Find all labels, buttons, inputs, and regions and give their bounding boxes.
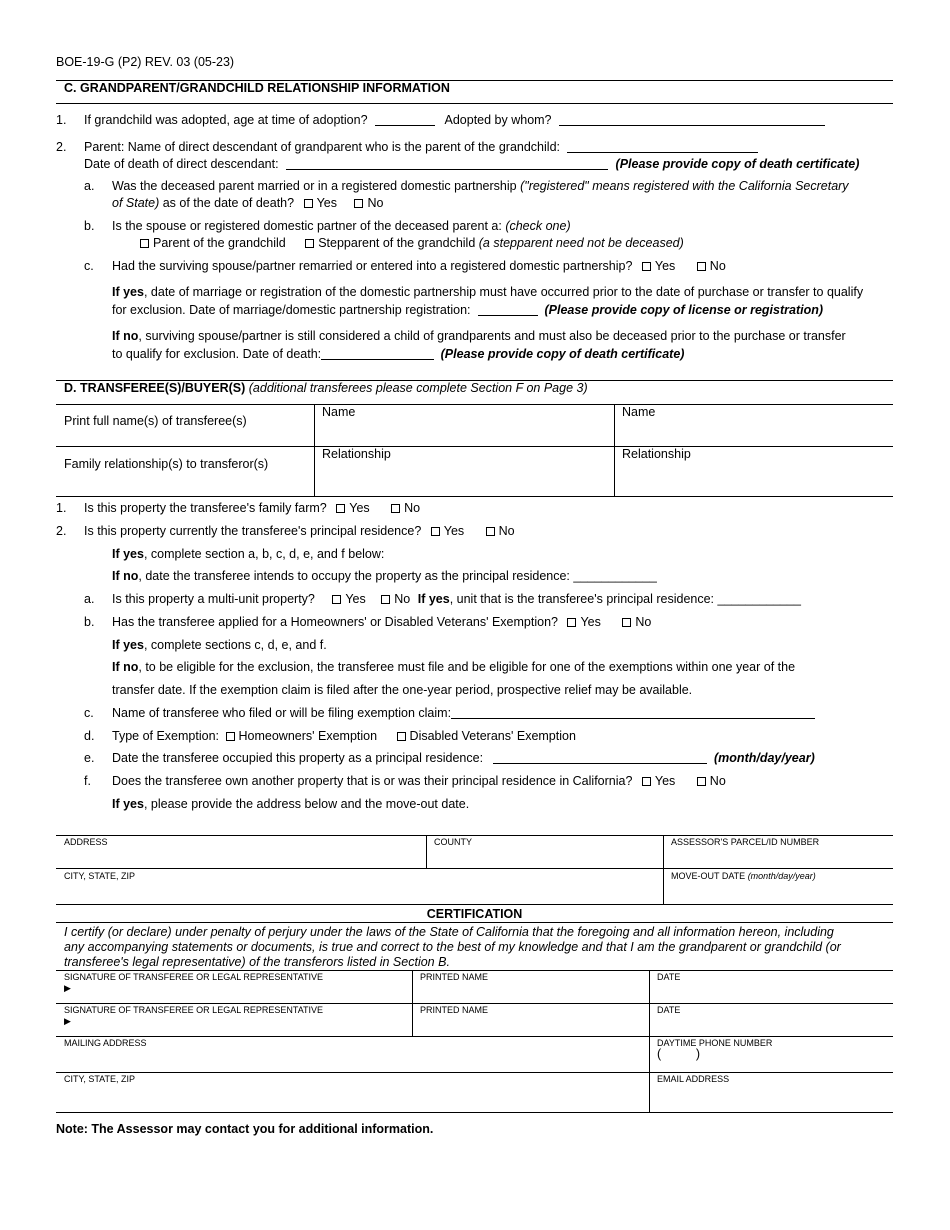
- q1-adoption-row: [84, 113, 825, 128]
- residence-yes-checkbox[interactable]: [431, 527, 440, 536]
- divider: [426, 835, 427, 868]
- db-ifyes-row: [112, 638, 327, 653]
- q1-number: 1.: [56, 113, 67, 127]
- ifyes-label: If yes: [112, 285, 144, 299]
- apn-label: ASSESSOR'S PARCEL/ID NUMBER: [671, 837, 820, 847]
- qc-yes-checkbox[interactable]: [642, 262, 651, 271]
- df-ifyes-row: [112, 797, 469, 812]
- qa-no-label: No: [367, 196, 384, 210]
- ifno-label: If no: [112, 329, 139, 343]
- d2-ifno-label: If no: [112, 569, 139, 583]
- db-text: Has the transferee applied for a Homeowners' or Disabled Veterans' Exemption?: [112, 615, 558, 629]
- cert-text-2: any accompanying statements or documents, is true and correct to the best of my knowledge and that I am the grandparent or grandchild (or: [64, 940, 841, 954]
- d2-ifno-row: [112, 569, 657, 584]
- db-letter: b.: [84, 615, 95, 629]
- certification-title: CERTIFICATION: [426, 907, 523, 921]
- ifno-text: , surviving spouse/partner is still considered a child of grandparents and must also be deceased prior to the purchase or transfer: [138, 329, 846, 343]
- divider: [56, 404, 893, 405]
- da-row: [112, 592, 801, 607]
- q2-label: Parent: Name of direct descendant of grandparent who is the parent of the grandchild:: [84, 140, 560, 154]
- divider: [614, 404, 615, 496]
- exemption-yes-checkbox[interactable]: [567, 618, 576, 627]
- exemption-claimant-field[interactable]: [451, 706, 815, 719]
- db-row: [112, 615, 651, 630]
- dod-field[interactable]: [286, 157, 608, 170]
- da-ifyes-text: , unit that is the transferee's principal residence: ____________: [449, 592, 801, 606]
- df-row: [112, 774, 726, 789]
- divider: [56, 496, 893, 497]
- db-ifno-label: If no: [112, 660, 139, 674]
- residence-yes-label: Yes: [443, 524, 465, 538]
- city-state-zip-field[interactable]: [60, 883, 659, 903]
- signature-2-label: SIGNATURE OF TRANSFEREE OR LEGAL REPRESENTATIVE: [64, 1005, 324, 1015]
- stepparent-label: Stepparent of the grandchild: [318, 236, 476, 250]
- q2-parent-row: [84, 140, 758, 155]
- qa-yes-checkbox[interactable]: [304, 199, 313, 208]
- moveout-label: MOVE-OUT DATE: [671, 871, 746, 881]
- divider: [649, 970, 650, 1112]
- dc-text: Name of transferee who filed or will be filing exemption claim:: [112, 706, 452, 720]
- signature-1-field[interactable]: [74, 982, 408, 1002]
- adopted-by-field[interactable]: [559, 113, 825, 126]
- signature-1-label: SIGNATURE OF TRANSFEREE OR LEGAL REPRESENTATIVE: [64, 972, 324, 982]
- moveout-date-field[interactable]: [667, 883, 889, 903]
- d2-ifno-text: , date the transferee intends to occupy the property as the principal residence: ____________: [138, 569, 657, 583]
- da-ifyes-label: If yes: [417, 592, 450, 606]
- farm-no-checkbox[interactable]: [391, 504, 400, 513]
- parent-label: Parent of the grandchild: [153, 236, 286, 250]
- db-ifno-text: , to be eligible for the exclusion, the transferee must file and be eligible for one of the exemptions within one year of the: [138, 660, 796, 674]
- exemption-no-checkbox[interactable]: [622, 618, 631, 627]
- divider: [314, 404, 315, 496]
- name-1-label: Name: [322, 405, 356, 419]
- q2-number: 2.: [56, 140, 67, 154]
- disabled-veterans-label: Disabled Veterans' Exemption: [409, 729, 576, 743]
- cert-text-3: transferee's legal representative) of the transferors listed in Section B.: [64, 955, 450, 969]
- section-d-note: (additional transferees please complete Section F on Page 3): [248, 381, 588, 395]
- form-id: BOE-19-G (P2) REV. 03 (05-23): [56, 55, 235, 69]
- dod-label: Date of death of direct descendant:: [84, 157, 279, 171]
- address-label: ADDRESS: [64, 837, 108, 847]
- marriage-date-field[interactable]: [478, 303, 538, 316]
- relationship-2-label: Relationship: [622, 447, 691, 461]
- qa-italic: ("registered" means registered with the California Secretary: [520, 179, 849, 193]
- multiunit-no-label: No: [394, 592, 411, 606]
- other-property-no-checkbox[interactable]: [697, 777, 706, 786]
- qb-letter: b.: [84, 219, 95, 233]
- date-2-field[interactable]: [653, 1015, 889, 1035]
- ifyes-row1: [112, 285, 863, 300]
- mailing-csz-field[interactable]: [60, 1086, 645, 1110]
- farm-yes-label: Yes: [349, 501, 370, 515]
- residence-no-label: No: [498, 524, 515, 538]
- multiunit-yes-checkbox[interactable]: [332, 595, 341, 604]
- relationship-1-field[interactable]: [318, 463, 610, 493]
- email-label: EMAIL ADDRESS: [657, 1074, 730, 1084]
- qc-row: [112, 259, 726, 274]
- farm-no-label: No: [404, 501, 421, 515]
- d2-text: Is this property currently the transferee's principal residence?: [84, 524, 422, 538]
- divider: [56, 922, 893, 923]
- phone-field[interactable]: [653, 1047, 889, 1071]
- month-day-year-note: (month/day/year): [714, 751, 815, 765]
- parent-checkbox[interactable]: [140, 239, 149, 248]
- printed-name-2-label: PRINTED NAME: [420, 1005, 489, 1015]
- email-field[interactable]: [653, 1086, 889, 1110]
- d1-number: 1.: [56, 501, 67, 515]
- db-ifno-row: [112, 660, 795, 675]
- county-field[interactable]: [430, 849, 659, 867]
- multiunit-no-checkbox[interactable]: [381, 595, 390, 604]
- multiunit-yes-label: Yes: [345, 592, 366, 606]
- qc-letter: c.: [84, 259, 94, 273]
- qc-no-label: No: [709, 259, 726, 273]
- homeowners-label: Homeowners' Exemption: [238, 729, 378, 743]
- homeowners-checkbox[interactable]: [226, 732, 235, 741]
- divider: [56, 1072, 893, 1073]
- divider: [56, 904, 893, 905]
- qc-text: Had the surviving spouse/partner remarried or entered into a registered domestic partnership?: [112, 259, 633, 273]
- apn-field[interactable]: [667, 849, 889, 867]
- name-2-field[interactable]: [618, 420, 890, 444]
- moveout-row: [671, 869, 816, 884]
- license-note: (Please provide copy of license or registration): [544, 303, 824, 317]
- other-property-yes-checkbox[interactable]: [642, 777, 651, 786]
- db-ifyes-label: If yes: [112, 638, 144, 652]
- spouse-dod-field[interactable]: [321, 347, 434, 360]
- ifyes-text: , date of marriage or registration of the domestic partnership must have occurred prior to the date of purchase or transfer to qualify: [143, 285, 864, 299]
- mailing-csz-label: CITY, STATE, ZIP: [64, 1074, 136, 1084]
- residence-no-checkbox[interactable]: [486, 527, 495, 536]
- dc-row: [112, 706, 815, 721]
- relationship-label: Family relationship(s) to transferor(s): [64, 457, 269, 471]
- printed-name-2-field[interactable]: [416, 1015, 645, 1035]
- ifyes-row2: [112, 303, 823, 318]
- death-cert-note-2: (Please provide copy of death certificate): [440, 347, 685, 361]
- exemption-yes-label: Yes: [580, 615, 601, 629]
- qa-text2: as of the date of death?: [162, 196, 295, 210]
- signature-2-field[interactable]: [74, 1015, 408, 1035]
- qa-italic2: of State): [112, 196, 160, 210]
- qb-row1: [112, 219, 571, 234]
- qa-letter: a.: [84, 179, 95, 193]
- qa-no-checkbox[interactable]: [354, 199, 363, 208]
- moveout-note: (month/day/year): [747, 871, 816, 881]
- name-1-field[interactable]: [318, 420, 610, 444]
- transferee-name-label: Print full name(s) of transferee(s): [64, 414, 247, 428]
- stepparent-note: (a stepparent need not be deceased): [478, 236, 684, 250]
- phone-area-code: ( ): [657, 1047, 701, 1061]
- d1-row: [84, 501, 420, 516]
- qb-check-one: (check one): [505, 219, 571, 233]
- section-d-title-row: [64, 381, 588, 396]
- other-property-yes-label: Yes: [654, 774, 676, 788]
- q2-dod-row: [84, 157, 859, 172]
- date-1-field[interactable]: [653, 982, 889, 1002]
- qc-no-checkbox[interactable]: [697, 262, 706, 271]
- name-2-label: Name: [622, 405, 656, 419]
- printed-name-1-field[interactable]: [416, 982, 645, 1002]
- d2-ifyes-label: If yes: [112, 547, 144, 561]
- qa-row1: [112, 179, 849, 194]
- county-label: COUNTY: [434, 837, 472, 847]
- disabled-veterans-checkbox[interactable]: [397, 732, 406, 741]
- section-d-title: D. TRANSFEREE(S)/BUYER(S): [64, 381, 246, 395]
- divider: [56, 1112, 893, 1113]
- death-cert-note: (Please provide copy of death certificate): [615, 157, 860, 171]
- arrow-icon: ▶: [64, 983, 71, 993]
- date-2-label: DATE: [657, 1005, 681, 1015]
- db-ifyes-text: , complete sections c, d, e, and f.: [143, 638, 327, 652]
- dd-letter: d.: [84, 729, 95, 743]
- exemption-no-label: No: [635, 615, 652, 629]
- da-letter: a.: [84, 592, 95, 606]
- d2-row: [84, 524, 515, 539]
- mailing-address-field[interactable]: [60, 1050, 645, 1071]
- ifyes-text2: for exclusion. Date of marriage/domestic partnership registration:: [112, 303, 471, 317]
- qc-yes-label: Yes: [654, 259, 676, 273]
- qb-row2: [140, 236, 684, 251]
- printed-name-1-label: PRINTED NAME: [420, 972, 489, 982]
- qa-text: Was the deceased parent married or in a registered domestic partnership: [112, 179, 517, 193]
- de-text: Date the transferee occupied this property as a principal residence:: [112, 751, 484, 765]
- divider: [56, 103, 893, 104]
- da-text: Is this property a multi-unit property?: [112, 592, 315, 606]
- divider: [56, 446, 893, 447]
- relationship-1-label: Relationship: [322, 447, 391, 461]
- ifno-text2: to qualify for exclusion. Date of death:: [112, 347, 322, 361]
- d2-ifyes-row: [112, 547, 384, 562]
- qa-yes-label: Yes: [316, 196, 337, 210]
- q1-label: If grandchild was adopted, age at time of adoption?: [84, 113, 368, 127]
- df-ifyes-label: If yes: [112, 797, 144, 811]
- relationship-2-field[interactable]: [618, 463, 890, 493]
- df-letter: f.: [84, 774, 91, 788]
- adoption-age-field[interactable]: [375, 113, 435, 126]
- db-ifno-row2: transfer date. If the exemption claim is filed after the one-year period, prospective relief may be available.: [112, 683, 693, 697]
- date-1-label: DATE: [657, 972, 681, 982]
- section-c-title: C. GRANDPARENT/GRANDCHILD RELATIONSHIP INFORMATION: [64, 81, 450, 95]
- mailing-address-label: MAILING ADDRESS: [64, 1038, 147, 1048]
- de-row: [112, 751, 815, 766]
- ifno-row1: [112, 329, 846, 344]
- adopted-by-label: Adopted by whom?: [444, 113, 552, 127]
- parent-name-field[interactable]: [567, 140, 758, 153]
- divider: [412, 970, 413, 1036]
- df-text: Does the transferee own another property that is or was their principal residence in California?: [112, 774, 633, 788]
- other-property-no-label: No: [709, 774, 726, 788]
- arrow-icon: ▶: [64, 1016, 71, 1026]
- dd-text: Type of Exemption:: [112, 729, 220, 743]
- cert-text-1: I certify (or declare) under penalty of perjury under the laws of the State of California that the foregoing and all information hereon, including: [64, 925, 834, 939]
- occupied-date-field[interactable]: [493, 751, 707, 764]
- d1-text: Is this property the transferee's family farm?: [84, 501, 327, 515]
- df-ifyes-text: , please provide the address below and the move-out date.: [143, 797, 470, 811]
- city-state-zip-label: CITY, STATE, ZIP: [64, 871, 136, 881]
- stepparent-checkbox[interactable]: [305, 239, 314, 248]
- farm-yes-checkbox[interactable]: [336, 504, 345, 513]
- address-field[interactable]: [60, 849, 422, 867]
- qb-text: Is the spouse or registered domestic partner of the deceased parent a:: [112, 219, 502, 233]
- footer-note: Note: The Assessor may contact you for additional information.: [56, 1122, 434, 1136]
- qa-row2: [112, 196, 383, 211]
- ifno-row2: [112, 347, 684, 362]
- d2-number: 2.: [56, 524, 67, 538]
- d2-ifyes-text: , complete section a, b, c, d, e, and f below:: [143, 547, 385, 561]
- dc-letter: c.: [84, 706, 94, 720]
- dd-row: [112, 729, 576, 744]
- phone-label: DAYTIME PHONE NUMBER: [657, 1038, 773, 1048]
- de-letter: e.: [84, 751, 95, 765]
- divider: [663, 835, 664, 904]
